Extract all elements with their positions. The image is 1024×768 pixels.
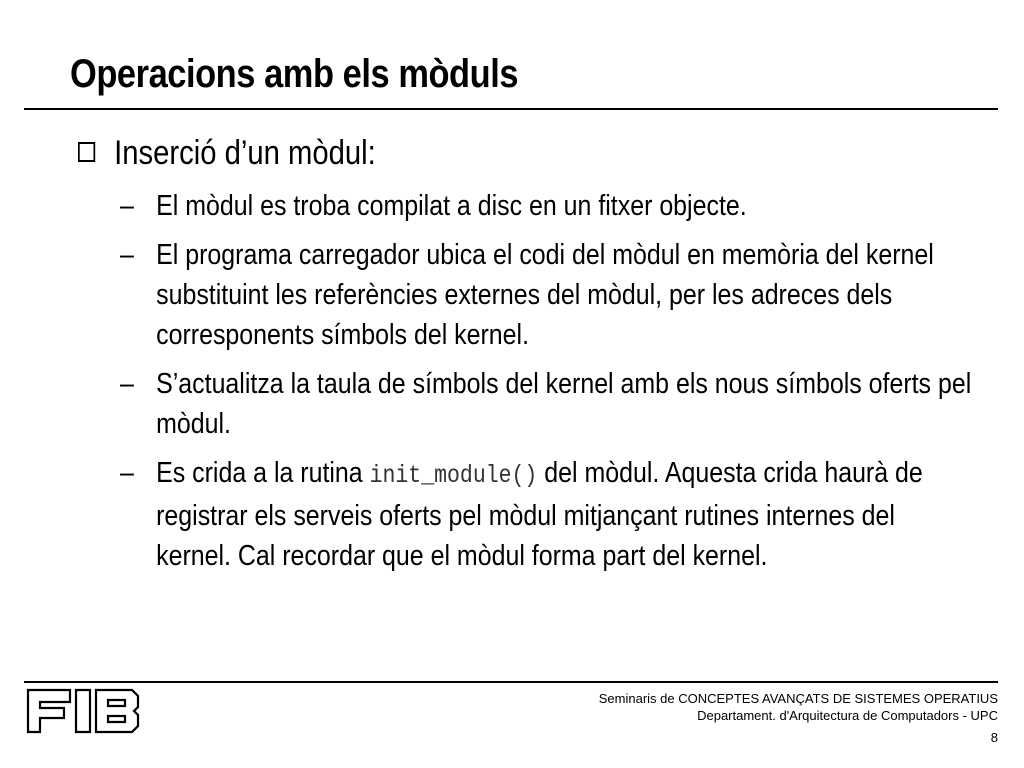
subitem bbox=[120, 453, 971, 576]
dash-bullet: – bbox=[120, 239, 134, 271]
subitem bbox=[120, 364, 971, 444]
subitem-text: S’actualitza la taula de símbols del kernel amb els nous símbols oferts pel mòdul. bbox=[156, 368, 972, 440]
subitem-text: El mòdul es troba compilat a disc en un fitxer objecte. bbox=[156, 190, 747, 222]
code-snippet: init_module() bbox=[369, 461, 538, 490]
dash-bullet: – bbox=[120, 368, 134, 400]
page-number: 8 bbox=[990, 730, 998, 745]
fib-logo bbox=[24, 686, 144, 743]
footer-department: Departament. d'Arquitectura de Computadors - UPC bbox=[697, 708, 998, 723]
main-bullet bbox=[78, 134, 376, 173]
subitem-list bbox=[120, 186, 971, 585]
dash-bullet: – bbox=[120, 457, 134, 489]
footer-divider bbox=[24, 681, 998, 683]
subitem-text-post: del mòdul. Aquesta crida haurà de registrar els serveis oferts pel mòdul mitjançant rutines internes del kernel. Cal recordar que el mòdul forma part del kernel. bbox=[156, 457, 923, 572]
subitem-text-pre: Es crida a la rutina bbox=[156, 457, 370, 489]
fib-logo-icon bbox=[24, 686, 144, 738]
footer-course-name: Seminaris de CONCEPTES AVANÇATS DE SISTEMES OPERATIUS bbox=[598, 691, 998, 706]
main-bullet-text: Inserció d’un mòdul: bbox=[114, 134, 376, 172]
square-bullet-icon bbox=[78, 142, 95, 162]
slide-title: Operacions amb els mòduls bbox=[70, 52, 519, 96]
subitem-text: El programa carregador ubica el codi del mòdul en memòria del kernel substituint les referències externes del mòdul, per les adreces dels corresponents símbols del kernel. bbox=[156, 239, 934, 351]
title-divider bbox=[24, 108, 998, 110]
footer-credits bbox=[599, 690, 998, 724]
dash-bullet: – bbox=[120, 190, 134, 222]
subitem bbox=[120, 186, 971, 226]
subitem bbox=[120, 235, 971, 355]
